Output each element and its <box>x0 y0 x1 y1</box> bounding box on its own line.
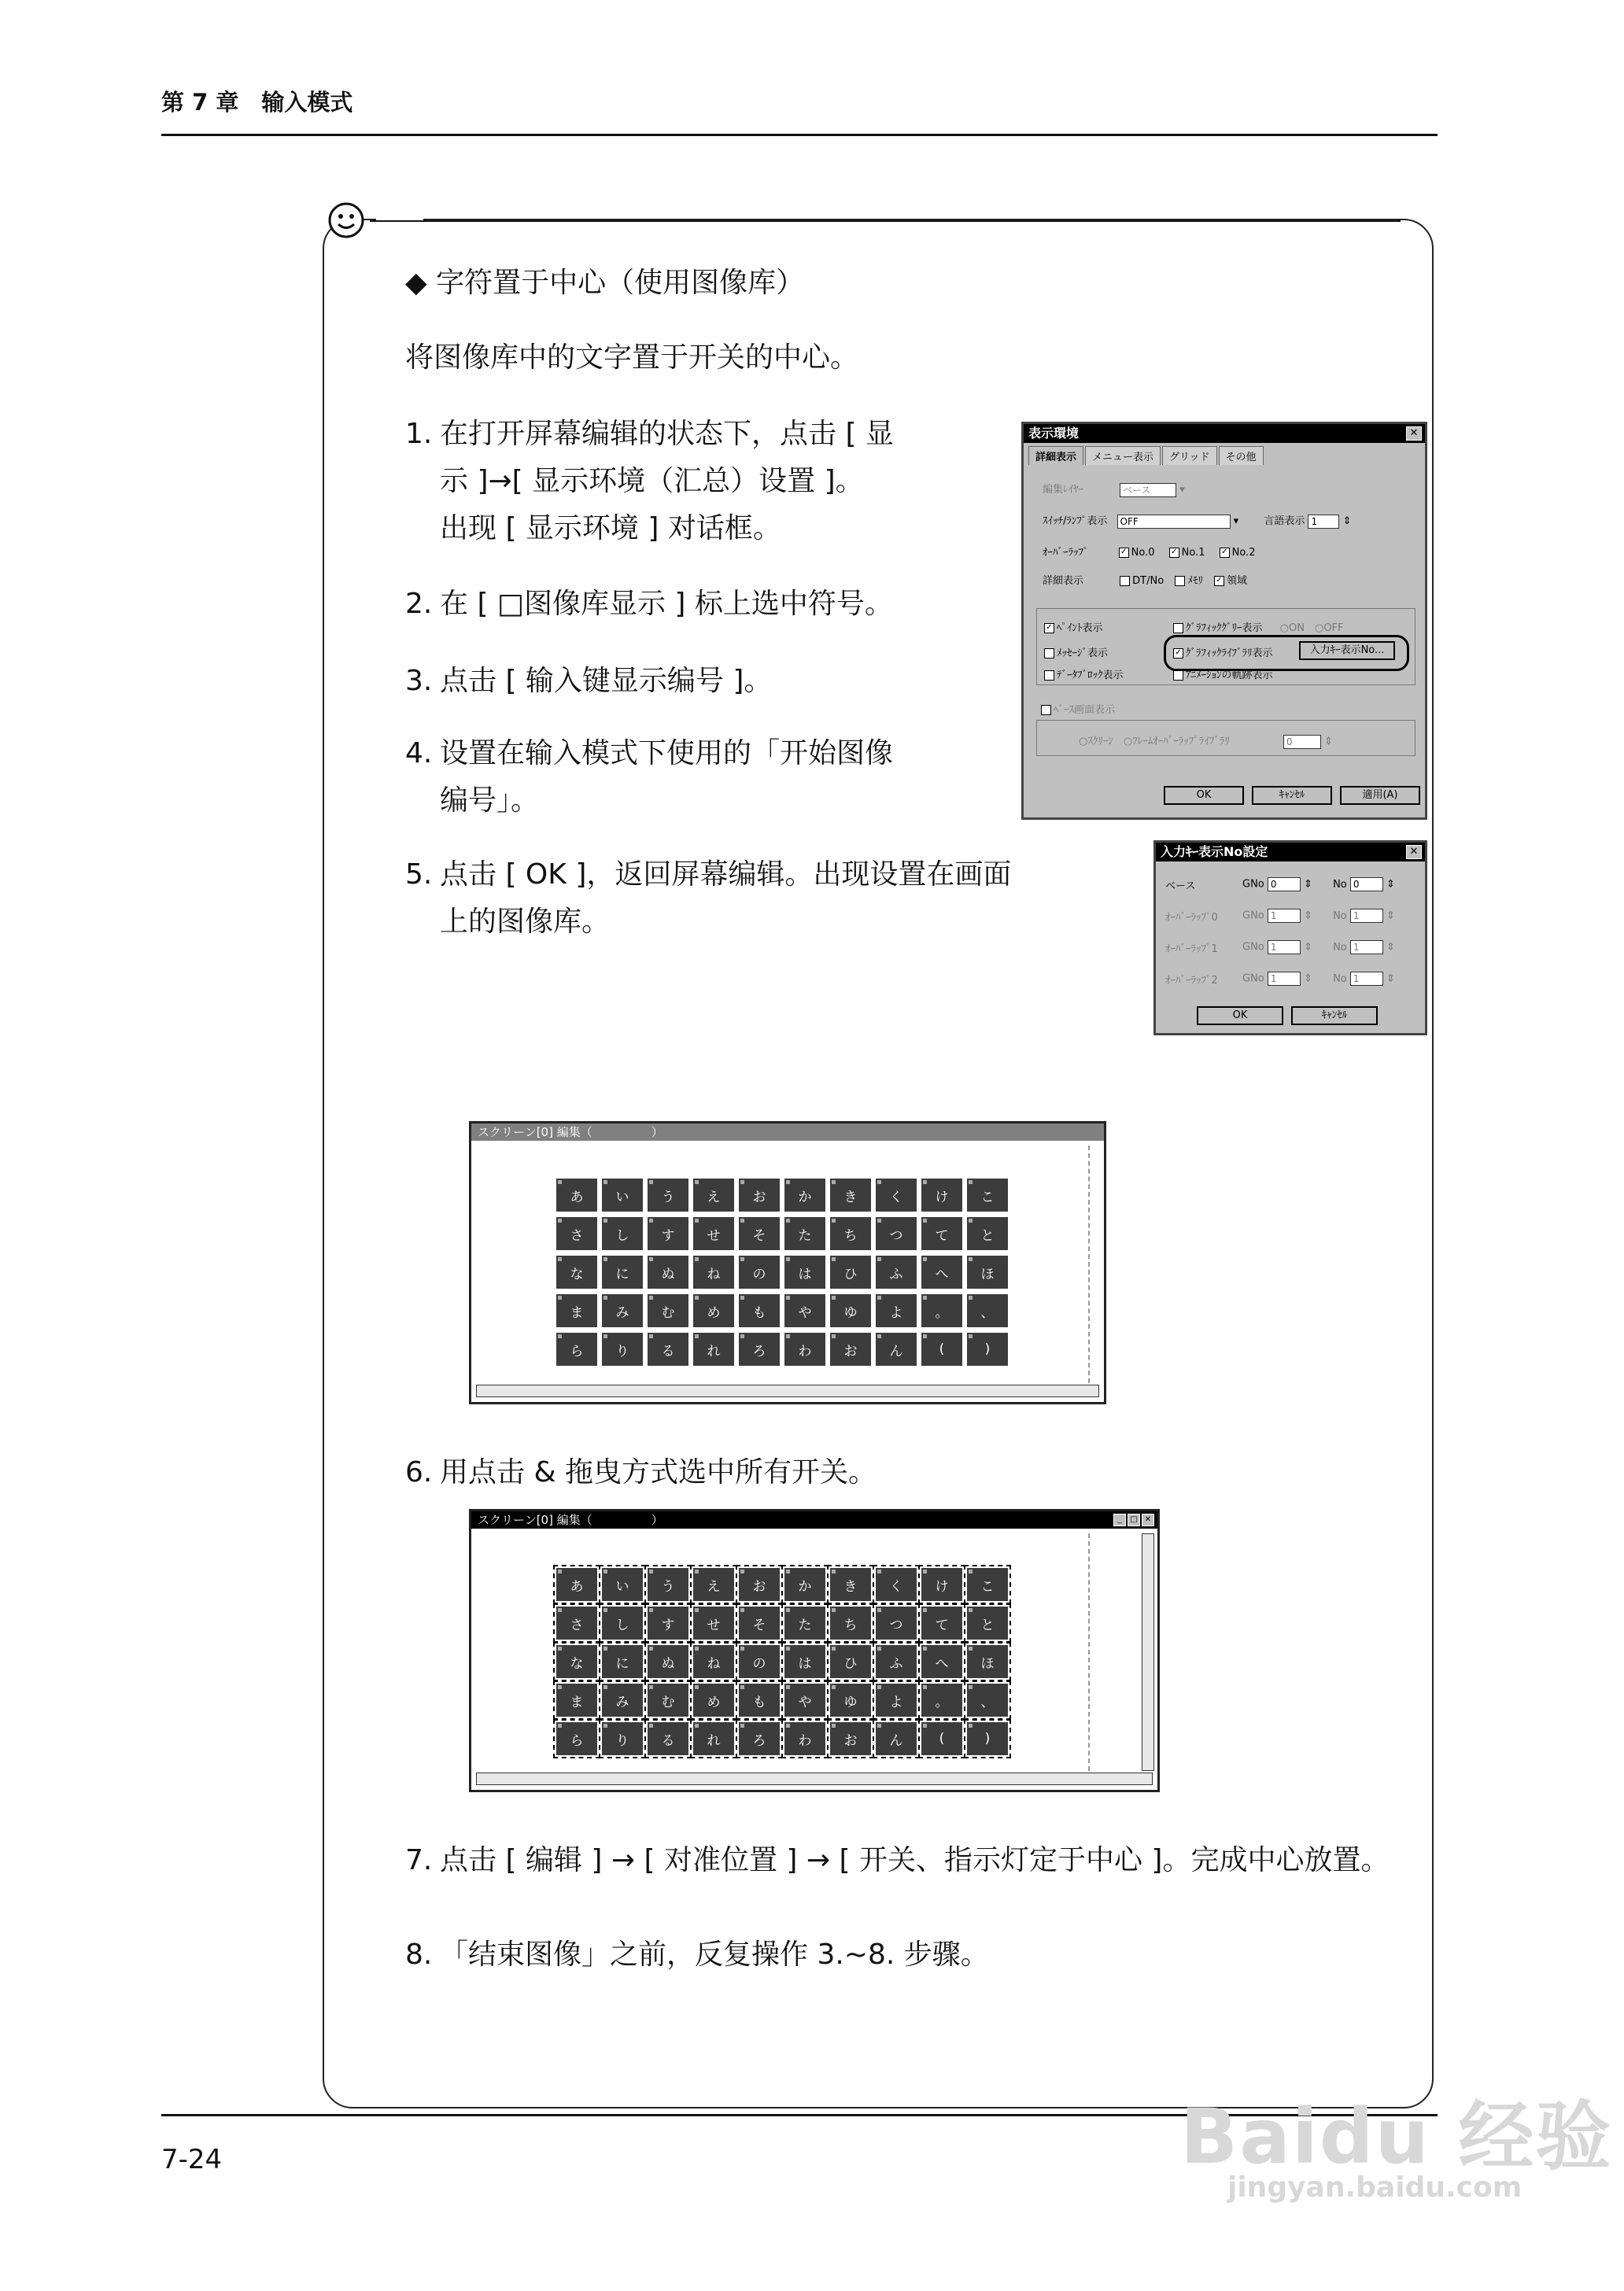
detail-label: 詳細表示 <box>1043 575 1084 587</box>
switch-key[interactable]: さ <box>556 1217 597 1250</box>
switch-key[interactable]: め <box>693 1294 734 1327</box>
display-env-dialog: 表示環境 ✕ 詳細表示 メニュー表示 グリッド その他 編集ﾚｲﾔｰ ベース ▾ ｽｲｯﾁ/ﾗﾝﾌﾟ表示 OFF ▾ 言語表示 1 ⇕ ｵｰﾊﾞｰﾗｯﾌﾟ ✓ No.0 ✓ No.1 ✓ No.2 詳細表示 DT/No ﾒﾓﾘ ✓ 領域 ✓ ﾍﾟｲﾝﾄ表示 ｸﾞﾗﾌｨｯｸｸﾞﾘｰ表示 ○ON ○OFF ﾒｯｾｰｼﾞ表示 ✓ ｸﾞﾗﾌｨｯｸﾗｲﾌﾞﾗﾘ表示 入力ｷｰ表示No... ﾃﾞｰﾀﾌﾞﾛｯｸ表示 ｱﾆﾒｰｼｮﾝの軌跡表示 ﾍﾞｰｽ画面表示 ○ｽｸﾘｰﾝ ○ﾌﾚｰﾑｵｰﾊﾞｰﾗｯﾌﾟﾗｲﾌﾞﾗﾘ 0 ⇕ OK ｷｬﾝｾﾙ 適用(A) <box>1021 422 1427 820</box>
switch-key[interactable]: い <box>602 1179 643 1212</box>
graph-check[interactable]: ｸﾞﾗﾌｨｯｸｸﾞﾘｰ表示 <box>1186 622 1263 634</box>
switch-key[interactable]: は <box>784 1645 825 1678</box>
base-check[interactable]: ﾍﾞｰｽ画面表示 <box>1054 704 1116 716</box>
layer-select[interactable]: ベース <box>1120 483 1176 497</box>
library-check[interactable]: ｸﾞﾗﾌｨｯｸﾗｲﾌﾞﾗﾘ表示 <box>1186 647 1273 659</box>
window-title: スクリーン[0] 編集（ ） <box>478 1125 663 1139</box>
tab-grid[interactable]: グリッド <box>1162 446 1216 465</box>
switch-key[interactable]: は <box>784 1256 825 1289</box>
switch-key[interactable]: た <box>784 1217 825 1250</box>
cancel-button[interactable]: ｷｬﾝｾﾙ <box>1252 786 1332 805</box>
switch-key[interactable]: ほ <box>967 1645 1008 1678</box>
switch-key[interactable]: る <box>648 1333 688 1366</box>
switch-key[interactable]: そ <box>739 1607 780 1640</box>
input-key-button[interactable]: 入力ｷｰ表示No... <box>1299 641 1395 660</box>
dialog-title: 表示環境 <box>1028 426 1080 441</box>
key-ok-button[interactable]: OK <box>1197 1006 1283 1025</box>
switch-key[interactable]: ろ <box>739 1333 780 1366</box>
switch-key[interactable]: せ <box>693 1217 734 1250</box>
switch-key[interactable]: や <box>784 1294 825 1327</box>
tab-menu[interactable]: メニュー表示 <box>1085 446 1161 465</box>
switch-key[interactable]: つ <box>876 1217 917 1250</box>
screen-edit-window-1 <box>469 1121 1106 1404</box>
switch-key[interactable]: ま <box>556 1294 597 1327</box>
switch-key[interactable]: て <box>921 1217 962 1250</box>
step-8: 8. 「结束图像」之前，反复操作 3.~8. 步骤。 <box>405 1939 989 1971</box>
switch-key[interactable]: ほ <box>967 1256 1008 1289</box>
switch-key[interactable]: な <box>556 1256 597 1289</box>
base-no-input[interactable]: 0 <box>1350 877 1383 891</box>
key-cancel-button[interactable]: ｷｬﾝｾﾙ <box>1291 1006 1378 1025</box>
header-rule <box>161 134 1438 136</box>
switch-key[interactable]: あ <box>556 1179 597 1212</box>
switch-key[interactable]: ろ <box>739 1722 780 1755</box>
step-5: 5. 点击 [ OK ]，返回屏幕编辑。出现设置在画面 上的图像库。 <box>405 858 1012 938</box>
switch-key[interactable]: 、 <box>967 1294 1008 1327</box>
window-title: スクリーン[0] 編集（ ） <box>478 1513 663 1527</box>
switch-key[interactable]: す <box>648 1607 688 1640</box>
switch-key[interactable]: ん <box>876 1333 917 1366</box>
switch-key[interactable]: き <box>830 1568 871 1601</box>
screen-edit-window-2 <box>469 1509 1160 1792</box>
step-3: 3. 点击 [ 输入键显示编号 ]。 <box>405 665 773 697</box>
lang-label: 言語表示 <box>1264 515 1305 527</box>
switch-key[interactable]: ゆ <box>830 1294 871 1327</box>
switch-key[interactable]: か <box>784 1179 825 1212</box>
watermark: Baidu 经验 <box>1180 2093 1613 2181</box>
horizontal-scrollbar[interactable] <box>476 1773 1153 1785</box>
switch-key[interactable]: れ <box>693 1722 734 1755</box>
switch-key[interactable]: ぬ <box>648 1256 688 1289</box>
switch-key[interactable]: み <box>602 1684 643 1717</box>
vertical-scrollbar[interactable] <box>1142 1533 1154 1771</box>
switch-key[interactable]: う <box>648 1179 688 1212</box>
lang-input[interactable]: 1 <box>1308 515 1339 529</box>
switch-key[interactable]: る <box>648 1722 688 1755</box>
switch-key[interactable]: く <box>876 1179 917 1212</box>
switch-key[interactable]: よ <box>876 1684 917 1717</box>
switch-key[interactable]: ふ <box>876 1645 917 1678</box>
switch-key[interactable]: え <box>693 1568 734 1601</box>
switch-key[interactable]: れ <box>693 1333 734 1366</box>
switch-label: ｽｲｯﾁ/ﾗﾝﾌﾟ表示 <box>1043 515 1108 527</box>
key-dialog-title: 入力ｷｰ表示No設定 <box>1161 844 1268 859</box>
switch-key[interactable]: ) <box>967 1722 1008 1755</box>
switch-key[interactable]: ぬ <box>648 1645 688 1678</box>
switch-key[interactable]: お <box>739 1568 780 1601</box>
base-gno-input[interactable]: 0 <box>1268 877 1301 891</box>
close-icon[interactable]: ✕ <box>1406 426 1422 441</box>
smiley-icon <box>327 201 365 239</box>
animation-check[interactable]: ｱﾆﾒｰｼｮﾝの軌跡表示 <box>1186 670 1273 681</box>
switch-key[interactable]: わ <box>784 1722 825 1755</box>
switch-key[interactable]: く <box>876 1568 917 1601</box>
page-number: 7-24 <box>161 2144 223 2175</box>
switch-key[interactable]: た <box>784 1607 825 1640</box>
switch-key[interactable]: し <box>602 1607 643 1640</box>
switch-key[interactable]: ひ <box>830 1256 871 1289</box>
switch-key[interactable]: ね <box>693 1256 734 1289</box>
switch-key[interactable]: な <box>556 1645 597 1678</box>
switch-key[interactable]: と <box>967 1217 1008 1250</box>
switch-key[interactable]: ゆ <box>830 1684 871 1717</box>
close-icon[interactable]: ✕ <box>1142 1514 1154 1526</box>
watermark-url: jingyan.baidu.com <box>1227 2171 1522 2204</box>
switch-key[interactable]: み <box>602 1294 643 1327</box>
switch-key[interactable]: む <box>648 1294 688 1327</box>
switch-key[interactable]: し <box>602 1217 643 1250</box>
switch-key[interactable]: 。 <box>921 1684 962 1717</box>
switch-key[interactable]: わ <box>784 1333 825 1366</box>
switch-key[interactable]: こ <box>967 1568 1008 1601</box>
switch-select[interactable]: OFF <box>1117 515 1231 529</box>
switch-key[interactable]: う <box>648 1568 688 1601</box>
switch-key[interactable]: よ <box>876 1294 917 1327</box>
message-check[interactable]: ﾒｯｾｰｼﾞ表示 <box>1057 647 1109 659</box>
switch-key[interactable]: め <box>693 1684 734 1717</box>
switch-key[interactable]: け <box>921 1568 962 1601</box>
switch-key[interactable]: き <box>830 1179 871 1212</box>
switch-key[interactable]: え <box>693 1179 734 1212</box>
step-7: 7. 点击 [ 编辑 ] → [ 对准位置 ] → [ 开关、指示灯定于中心 ]。完成中心放置。 <box>405 1844 1390 1876</box>
chapter-header: 第 7 章 输入模式 <box>161 89 353 116</box>
switch-key[interactable]: ね <box>693 1645 734 1678</box>
horizontal-scrollbar[interactable] <box>476 1385 1099 1397</box>
switch-key[interactable]: も <box>739 1294 780 1327</box>
switch-key[interactable]: に <box>602 1256 643 1289</box>
switch-key[interactable]: ち <box>830 1607 871 1640</box>
tab-other[interactable]: その他 <box>1219 446 1264 465</box>
switch-key[interactable]: あ <box>556 1568 597 1601</box>
switch-key[interactable]: と <box>967 1607 1008 1640</box>
switch-key[interactable]: て <box>921 1607 962 1640</box>
switch-key[interactable]: 、 <box>967 1684 1008 1717</box>
switch-key[interactable]: ) <box>967 1333 1008 1366</box>
switch-key[interactable]: へ <box>921 1645 962 1678</box>
tab-detail[interactable]: 詳細表示 <box>1028 446 1083 465</box>
switch-key[interactable]: せ <box>693 1607 734 1640</box>
switch-key[interactable]: か <box>784 1568 825 1601</box>
switch-key[interactable]: ん <box>876 1722 917 1755</box>
step-2: 2. 在 [ □图像库显示 ] 标上选中符号。 <box>405 588 893 620</box>
switch-key[interactable]: の <box>739 1645 780 1678</box>
switch-key[interactable]: お <box>830 1333 871 1366</box>
switch-key[interactable]: こ <box>967 1179 1008 1212</box>
switch-key[interactable]: お <box>739 1179 780 1212</box>
switch-key[interactable]: ( <box>921 1722 962 1755</box>
datablock-check[interactable]: ﾃﾞｰﾀﾌﾞﾛｯｸ表示 <box>1057 670 1124 681</box>
layer-label: 編集ﾚｲﾔｰ <box>1043 484 1084 496</box>
apply-button[interactable]: 適用(A) <box>1340 786 1420 805</box>
switch-key[interactable]: へ <box>921 1256 962 1289</box>
switch-key[interactable]: 。 <box>921 1294 962 1327</box>
switch-key[interactable]: い <box>602 1568 643 1601</box>
switch-key[interactable]: や <box>784 1684 825 1717</box>
switch-key[interactable]: け <box>921 1179 962 1212</box>
input-key-dialog: 入力ｷｰ表示No設定 ✕ ベース GNo 0 ⇕ No 0 ⇕ ｵｰﾊﾞｰﾗｯﾌﾟ0 GNo 1 ⇕ No 1 ⇕ ｵｰﾊﾞｰﾗｯﾌﾟ1 GNo 1 ⇕ No 1 ⇕ ｵｰﾊﾞｰﾗｯﾌﾟ2 GNo 1 ⇕ No 1 ⇕ OK ｷｬﾝｾﾙ <box>1153 840 1427 1035</box>
key-grid <box>556 1179 1008 1366</box>
close-icon[interactable]: ✕ <box>1406 845 1422 859</box>
minimize-icon[interactable]: _ <box>1113 1514 1126 1526</box>
switch-key[interactable]: ち <box>830 1217 871 1250</box>
ok-button[interactable]: OK <box>1164 786 1244 805</box>
switch-key[interactable]: つ <box>876 1607 917 1640</box>
switch-key[interactable]: ひ <box>830 1645 871 1678</box>
switch-key[interactable]: す <box>648 1217 688 1250</box>
switch-key[interactable]: ( <box>921 1333 962 1366</box>
switch-key[interactable]: ら <box>556 1722 597 1755</box>
switch-key[interactable]: ら <box>556 1333 597 1366</box>
step-6: 6. 用点击 & 拖曳方式选中所有开关。 <box>405 1456 877 1489</box>
switch-key[interactable]: む <box>648 1684 688 1717</box>
switch-key[interactable]: ま <box>556 1684 597 1717</box>
step-4: 4. 设置在输入模式下使用的「开始图像 编号」。 <box>405 737 894 817</box>
key-grid-selected <box>556 1568 1008 1755</box>
switch-key[interactable]: そ <box>739 1217 780 1250</box>
maximize-icon[interactable]: □ <box>1128 1514 1140 1526</box>
switch-key[interactable]: も <box>739 1684 780 1717</box>
switch-key[interactable]: さ <box>556 1607 597 1640</box>
switch-key[interactable]: り <box>602 1333 643 1366</box>
switch-key[interactable]: ふ <box>876 1256 917 1289</box>
switch-key[interactable]: の <box>739 1256 780 1289</box>
switch-key[interactable]: り <box>602 1722 643 1755</box>
overlap-label: ｵｰﾊﾞｰﾗｯﾌﾟ <box>1043 547 1089 559</box>
section-title: ◆ 字符置于中心（使用图像库） <box>405 267 805 299</box>
switch-key[interactable]: お <box>830 1722 871 1755</box>
intro-text: 将图像库中的文字置于开关的中心。 <box>405 341 859 374</box>
step-1: 1. 在打开屏幕编辑的状态下，点击 [ 显 示 ]→[ 显示环境（汇总）设置 ]。 出现 [ 显示环境 ] 对话框。 <box>405 418 894 544</box>
paint-check[interactable]: ﾍﾟｲﾝﾄ表示 <box>1057 622 1103 634</box>
switch-key[interactable]: に <box>602 1645 643 1678</box>
